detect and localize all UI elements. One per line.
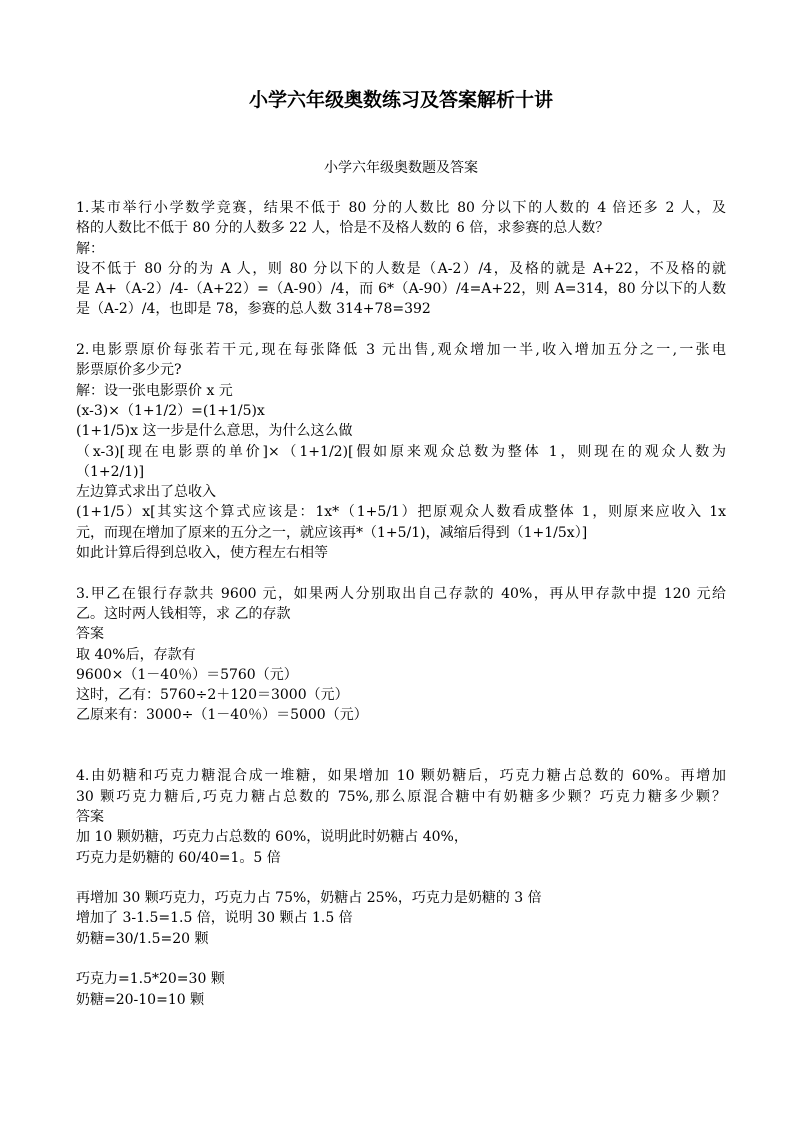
paragraph-line: (1+1/5）x[其实这个算式应该是：1x*（1+5/1）把原观众人数看成整体 1，则原来应收入 1x: [76, 504, 726, 521]
paragraph-line: 这时，乙有：5760÷2＋120＝3000（元）: [76, 687, 349, 704]
paragraph-line: 1.某市举行小学数学竞赛，结果不低于 80 分的人数比 80 分以下的人数的 4 倍还多 2 人，及: [76, 200, 726, 216]
paragraph-line: 答案: [76, 626, 104, 643]
paragraph-line: 奶糖=30/1.5=20 颗: [76, 930, 209, 947]
paragraph-line: 乙原来有：3000÷（1－40％）＝5000（元）: [76, 707, 368, 724]
document-title: 小学六年级奥数练习及答案解析十讲: [248, 89, 553, 111]
paragraph-line: （1+2/1)]: [76, 463, 145, 480]
blank-line: [76, 746, 726, 766]
paragraph-line: 左边算式求出了总收入: [76, 484, 216, 501]
paragraph-line: 元，而现在增加了原来的五分之一，就应该再*（1+5/1)，减缩后得到（1+1/5x）]: [76, 524, 588, 541]
blank-line: [76, 726, 726, 746]
paragraph-line: 答案: [76, 808, 104, 825]
paragraph-line: 格的人数比不低于 80 分的人数多 22 人，恰是不及格人数的 6 倍，求参赛的总人数？: [76, 220, 610, 237]
paragraph-line: 4.由奶糖和巧克力糖混合成一堆糖，如果增加 10 颗奶糖后，巧克力糖占总数的 60%。再增加: [76, 768, 726, 785]
paragraph-line: 解：设一张电影票价 x 元: [76, 382, 233, 399]
question-4: [76, 766, 726, 1010]
paragraph-line: 如此计算后得到总收入，使方程左右相等: [76, 545, 328, 562]
paragraph-line: 乙。这时两人钱相等，求 乙的存款: [76, 605, 291, 622]
question-1: [76, 198, 726, 320]
question-3: [76, 584, 726, 726]
blank-line: [76, 563, 726, 583]
document-subtitle: 小学六年级奥数题及答案: [324, 160, 478, 176]
paragraph-line: 是（A-2）/4，也即是 78，参赛的总人数 314+78=392: [76, 301, 431, 318]
paragraph-line: 巧克力=1.5*20=30 颗: [76, 971, 225, 988]
paragraph-line: (x-3)×（1+1/2）=(1+1/5)x: [76, 402, 265, 419]
paragraph-line: (1+1/5)x 这一步是什么意思，为什么这么做: [76, 423, 353, 440]
document-page: [76, 0, 726, 1123]
paragraph-line: 再增加 30 颗巧克力，巧克力占 75%，奶糖占 25%，巧克力是奶糖的 3 倍: [76, 890, 542, 907]
question-2: [76, 340, 726, 563]
paragraph-line: 是 A+（A-2）/4-（A+22）=（A-90）/4，而 6*（A-90）/4=A+22，则 A=314，80 分以下的人数: [76, 281, 726, 298]
document-body: [76, 198, 726, 1010]
blank-line: [76, 949, 726, 969]
paragraph-line: 2.电影票原价每张若干元,现在每张降低 3 元出售,观众增加一半,收入增加五分之一,一张电: [76, 342, 726, 359]
paragraph-line: 奶糖=20-10=10 颗: [76, 991, 205, 1008]
paragraph-line: 取 40%后，存款有: [76, 646, 196, 663]
paragraph-line: 增加了 3-1.5=1.5 倍，说明 30 颗占 1.5 倍: [76, 910, 353, 927]
blank-line: [76, 868, 726, 888]
paragraph-line: 巧克力是奶糖的 60/40=1。5 倍: [76, 849, 281, 866]
paragraph-line: 设不低于 80 分的为 A 人，则 80 分以下的人数是（A-2）/4，及格的就是 A+22，不及格的就: [76, 260, 726, 277]
paragraph-line: 30 颗巧克力糖后,巧克力糖占总数的 75%,那么原混合糖中有奶糖多少颗？巧克力糖多少颗？: [76, 788, 726, 805]
paragraph-line: 加 10 颗奶糖，巧克力占总数的 60%，说明此时奶糖占 40%，: [76, 829, 468, 846]
blank-line: [76, 320, 726, 340]
paragraph-line: （x-3)[现在电影票的单价]×（1+1/2)[假如原来观众总数为整体 1，则现在的观众人数为: [76, 443, 726, 460]
paragraph-line: 3.甲乙在银行存款共 9600 元，如果两人分别取出自己存款的 40%，再从甲存款中提 120 元给: [76, 585, 726, 602]
paragraph-line: 9600×（1－40％）＝5760（元）: [76, 666, 298, 683]
paragraph-line: 影票原价多少元?: [76, 362, 182, 379]
paragraph-line: 解：: [76, 240, 104, 257]
